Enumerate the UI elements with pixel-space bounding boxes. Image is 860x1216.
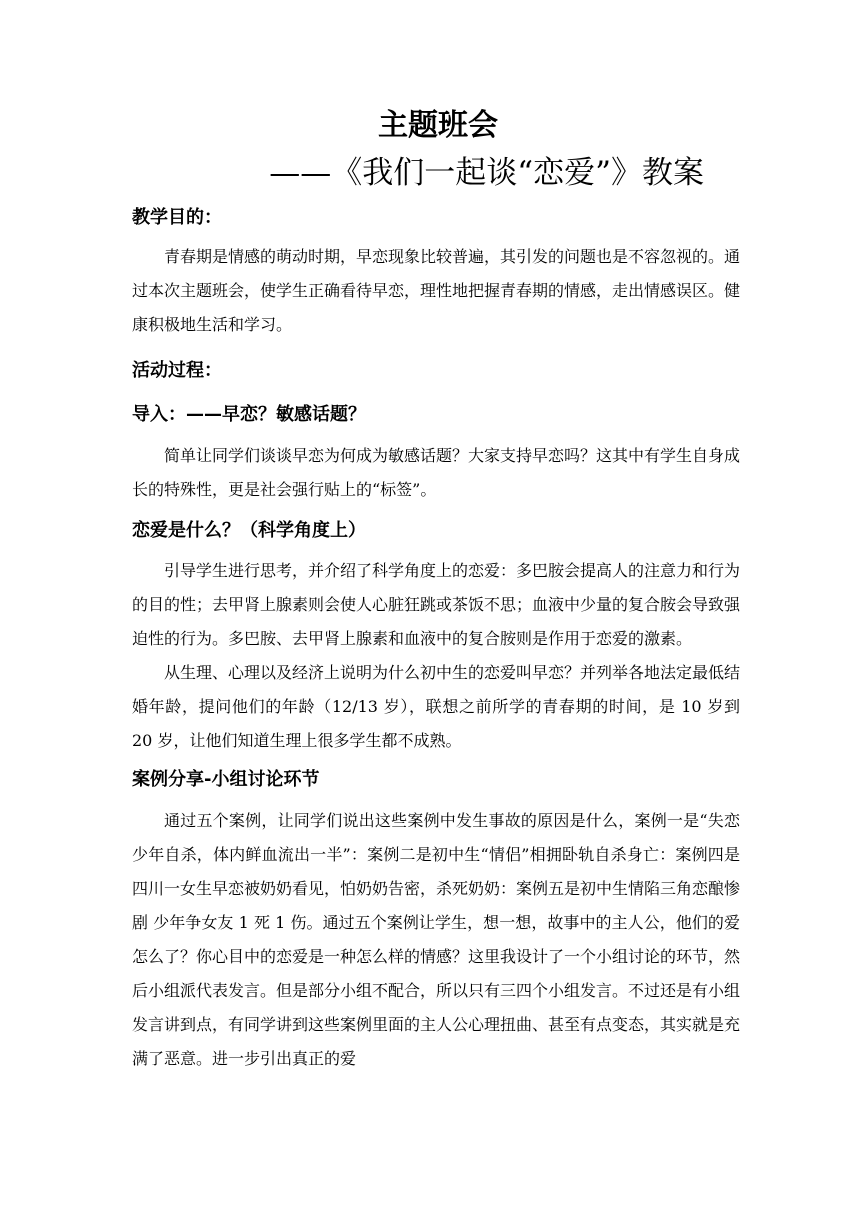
document-title: 主题班会 — [378, 108, 498, 143]
section-heading-introduction: 导入：——早恋？敏感话题？ — [132, 404, 366, 425]
document-body — [132, 104, 740, 1076]
paragraph-why-early-love: 从生理、心理以及经济上说明为什么初中生的恋爱叫早恋？并列举各地法定最低结婚年龄，提问他们的年龄（12/13 岁），联想之前所学的青春期的时间，是 10 岁到 20 岁，让他们知道生理上很多学生都不成熟。 — [132, 663, 741, 750]
paragraph-science-of-love: 引导学生进行思考，并介绍了科学角度上的恋爱：多巴胺会提高人的注意力和行为的目的性；去甲肾上腺素则会使人心脏狂跳或茶饭不思；血液中少量的复合胺会导致强迫性的行为。多巴胺、去甲肾上腺素和血液中的复合胺则是作用于恋爱的激素。 — [132, 561, 741, 648]
section-heading-what-is-love: 恋爱是什么？（科学角度上） — [132, 520, 366, 541]
section-heading-case-sharing: 案例分享-小组讨论环节 — [132, 769, 320, 790]
paragraph-case-sharing: 通过五个案例，让同学们说出这些案例中发生事故的原因是什么，案例一是“失恋少年自杀，体内鲜血流出一半”：案例二是初中生“情侣”相拥卧轨自杀身亡：案例四是四川一女生早恋被奶奶看见，怕奶奶告密，杀死奶奶：案例五是初中生情陷三角恋酿惨剧 少年争女友 1 死 1 伤。通过五个案例让学生，想一想，故事中的主人公，他们的爱怎么了？你心目中的恋爱是一种怎么样的情感？这里我设计了一个小组讨论的环节，然后小组派代表发言。但是部分小组不配合，所以只有三四个小组发言。不过还是有小组发言讲到点，有同学讲到这些案例里面的主人公心理扭曲、甚至有点变态，其实就是充满了恶意。进一步引出真正的爱 — [132, 811, 741, 1068]
paragraph-introduction: 简单让同学们谈谈早恋为何成为敏感话题？大家支持早恋吗？这其中有学生自身成长的特殊性，更是社会强行贴上的“标签”。 — [132, 446, 741, 499]
section-heading-activity-process: 活动过程： — [132, 360, 222, 381]
section-heading-teaching-goal: 教学目的： — [132, 207, 222, 228]
paragraph-teaching-goal: 青春期是情感的萌动时期，早恋现象比较普遍，其引发的问题也是不容忽视的。通过本次主题班会，使学生正确看待早恋，理性地把握青春期的情感，走出情感误区。健康积极地生活和学习。 — [132, 247, 741, 334]
document-subtitle: ——《我们一起谈“恋爱”》教案 — [269, 155, 704, 191]
